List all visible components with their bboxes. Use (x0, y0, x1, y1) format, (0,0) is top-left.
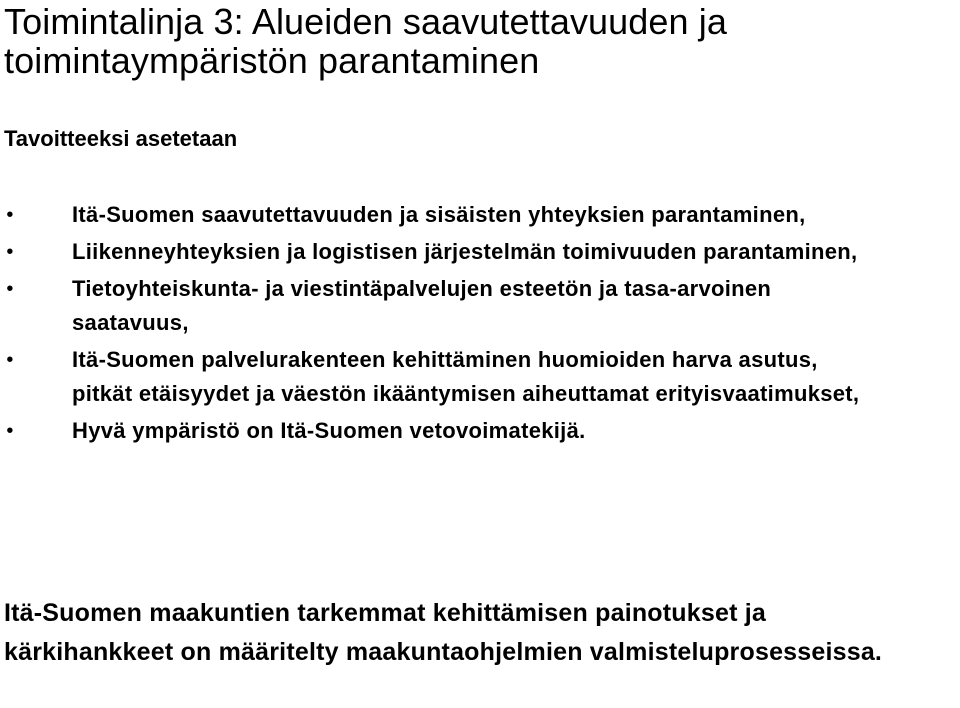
bullet-list (0, 198, 950, 451)
slide-footer-text: Itä-Suomen maakuntien tarkemmat kehittämisen painotukset ja kärkihankkeet on määritelty maakuntaohjelmien valmisteluprosesseissa. (4, 599, 883, 666)
bullet-item (0, 198, 882, 232)
bullet-dot-icon: • (6, 349, 14, 371)
bullet-dot-icon: • (6, 420, 14, 442)
bullet-text: Itä-Suomen palvelurakenteen kehittäminen huomioiden harva asutus, pitkät etäisyydet ja väestön ikääntymisen aiheuttamat erityisvaatimukset, (72, 347, 860, 406)
bullet-dot-icon: • (6, 204, 14, 226)
bullet-text: Tietoyhteiskunta- ja viestintäpalvelujen esteetön ja tasa-arvoinen saatavuus, (72, 276, 772, 335)
bullet-text: Itä-Suomen saavutettavuuden ja sisäisten yhteyksien parantaminen, (72, 202, 806, 227)
bullet-item (0, 343, 882, 411)
bullet-dot-icon: • (6, 241, 14, 263)
slide-title: Toimintalinja 3: Alueiden saavutettavuuden ja toimintaympäristön parantaminen (4, 1, 727, 81)
slide-subtitle: Tavoitteeksi asetetaan (4, 126, 238, 151)
bullet-text: Liikenneyhteyksien ja logistisen järjestelmän toimivuuden parantaminen, (72, 239, 858, 264)
bullet-item (0, 272, 882, 340)
bullet-dot-icon: • (6, 278, 14, 300)
bullet-text: Hyvä ympäristö on Itä-Suomen vetovoimatekijä. (72, 418, 586, 443)
bullet-item (0, 235, 882, 269)
bullet-item (0, 414, 882, 448)
